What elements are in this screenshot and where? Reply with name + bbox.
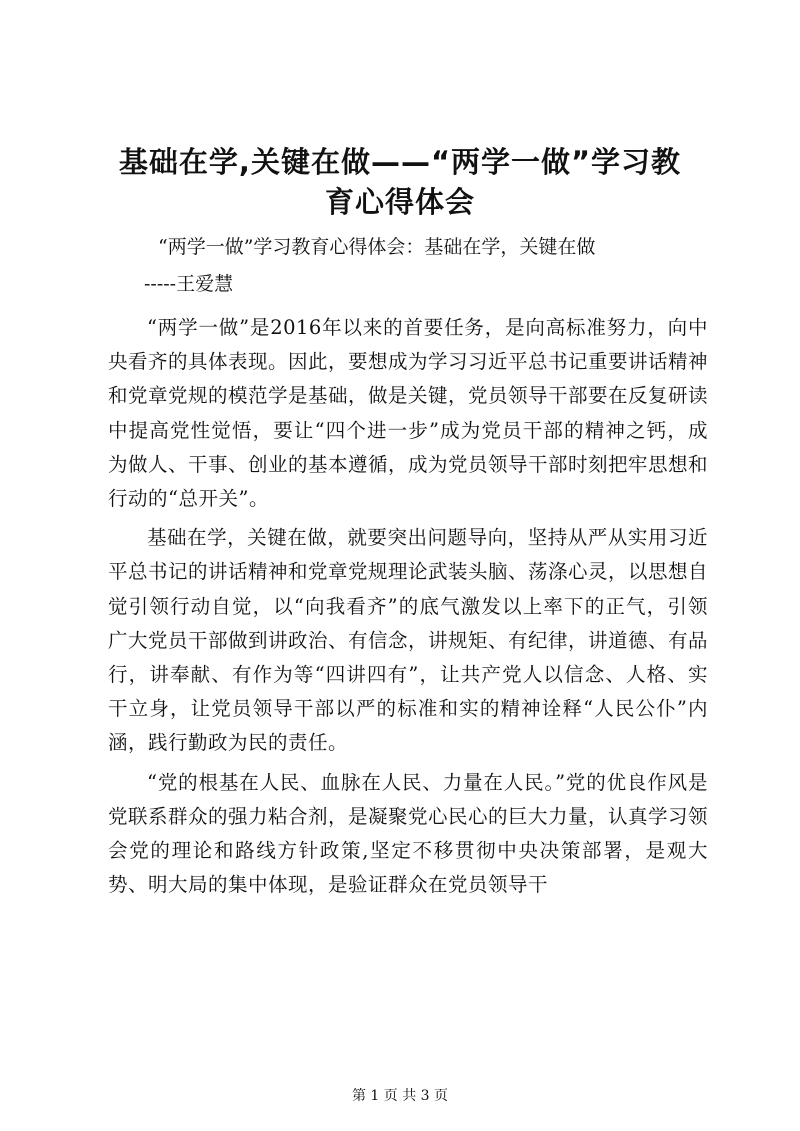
paragraph-2: 基础在学，关键在做，就要突出问题导向，坚持从严从实用习近平总书记的讲话精神和党章党规理论武装头脑、荡涤心灵，以思想自觉引领行动自觉，以“向我看齐”的底气激发以上率下的正气，引领广大党员干部做到讲政治、有信念，讲规矩、有纪律，讲道德、有品行，讲奉献、有作为等“四讲四有”，让共产党人以信念、人格、实干立身，让党员领导干部以严的标准和实的精神诠释“人民公仆”内涵，践行勤政为民的责任。	[108, 526, 709, 755]
document-subtitle: “两学一做”学习教育心得体会：基础在学，关键在做	[158, 236, 596, 258]
page-footer: 第 1 页 共 3 页	[351, 1088, 449, 1104]
document-title	[100, 142, 700, 222]
author-line: -----王爱慧	[144, 273, 234, 295]
paragraph-3: “党的根基在人民、血脉在人民、力量在人民。”党的优良作风是党联系群众的强力粘合剂，是凝聚党心民心的巨大力量，认真学习领会党的理论和路线方针政策,坚定不移贯彻中央决策部署，是观大势、明大局的集中体现，是验证群众在党员领导干	[108, 770, 709, 897]
document-body	[108, 311, 708, 902]
paragraph-1: “两学一做”是2016年以来的首要任务，是向高标准努力，向中央看齐的具体表现。因此，要想成为学习习近平总书记重要讲话精神和党章党规的模范学是基础，做是关键，党员领导干部要在反复研读中提高党性觉悟，要让“四个进一步”成为党员干部的精神之钙，成为做人、干事、创业的基本遵循，成为党员领导干部时刻把牢思想和行动的“总开关”。	[108, 316, 709, 511]
title-line-1: 基础在学,关键在做——“两学一做”学习教	[118, 145, 682, 179]
title-line-2: 育心得体会	[324, 185, 475, 219]
